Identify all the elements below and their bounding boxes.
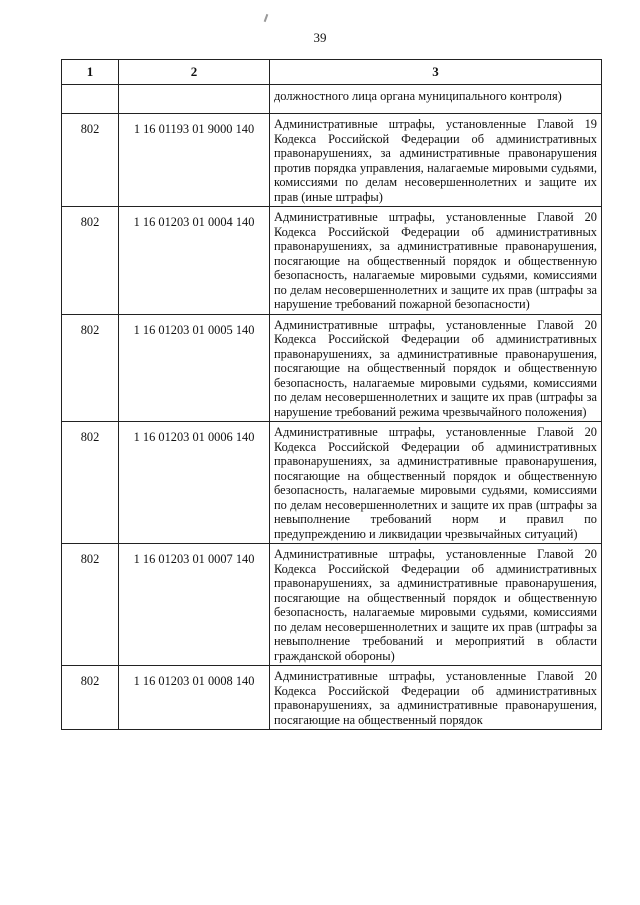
description-cell: Административные штрафы, установленные Главой 20 Кодекса Российской Федерации об административных правонарушениях, за административные правонарушения, посягающие на общественный порядок <box>270 666 602 730</box>
column-header-2: 2 <box>119 60 270 85</box>
continuation-cell-empty <box>119 85 270 114</box>
admin-code-cell: 802 <box>62 207 119 315</box>
income-code-cell: 1 16 01193 01 9000 140 <box>119 114 270 207</box>
page-number: 39 <box>313 30 327 45</box>
continuation-text: должностного лица органа муниципального контроля) <box>270 85 602 114</box>
table-row <box>62 544 602 666</box>
description-cell: Административные штрафы, установленные Главой 20 Кодекса Российской Федерации об административных правонарушениях, за административные правонарушения, посягающие на общественный порядок и общественную безопасность, налагаемые мировыми судьями, комиссиями по делам несовершеннолетних и защите их прав (штрафы за невыполнение требований и мероприятий в области гражданской обороны) <box>270 544 602 666</box>
description-cell: Административные штрафы, установленные Главой 20 Кодекса Российской Федерации об административных правонарушениях, за административные правонарушения, посягающие на общественный порядок и общественную безопасность, налагаемые мировыми судьями, комиссиями по делам несовершеннолетних и защите их прав (штрафы за нарушение требований режима чрезвычайного положения) <box>270 314 602 422</box>
description-cell: Административные штрафы, установленные Главой 20 Кодекса Российской Федерации об административных правонарушениях, за административные правонарушения, посягающие на общественный порядок и общественную безопасность, налагаемые мировыми судьями, комиссиями по делам несовершеннолетних и защите их прав (штрафы за невыполнение требований норм и правил по предупреждению и ликвидации чрезвычайных ситуаций) <box>270 422 602 544</box>
income-code-cell: 1 16 01203 01 0005 140 <box>119 314 270 422</box>
table-row <box>62 207 602 315</box>
column-header-3: 3 <box>270 60 602 85</box>
admin-code-cell: 802 <box>62 422 119 544</box>
admin-code-cell: 802 <box>62 314 119 422</box>
description-cell: Административные штрафы, установленные Главой 19 Кодекса Российской Федерации об административных правонарушениях, за административные правонарушения против порядка управления, налагаемые мировыми судьями, комиссиями по делам несовершеннолетних и защите их прав (иные штрафы) <box>270 114 602 207</box>
description-cell: Административные штрафы, установленные Главой 20 Кодекса Российской Федерации об административных правонарушениях, за административные правонарушения, посягающие на общественный порядок и общественную безопасность, налагаемые мировыми судьями, комиссиями по делам несовершеннолетних и защите их прав (штрафы за нарушение требований пожарной безопасности) <box>270 207 602 315</box>
table-row <box>62 422 602 544</box>
income-code-cell: 1 16 01203 01 0008 140 <box>119 666 270 730</box>
continuation-row <box>62 85 602 114</box>
income-code-cell: 1 16 01203 01 0007 140 <box>119 544 270 666</box>
column-header-1: 1 <box>62 60 119 85</box>
admin-code-cell: 802 <box>62 114 119 207</box>
admin-code-cell: 802 <box>62 666 119 730</box>
budget-codes-table <box>61 59 602 730</box>
table-header <box>62 60 602 85</box>
admin-code-cell: 802 <box>62 544 119 666</box>
income-code-cell: 1 16 01203 01 0006 140 <box>119 422 270 544</box>
continuation-cell-empty <box>62 85 119 114</box>
table-body <box>62 85 602 730</box>
scan-mark <box>264 14 269 22</box>
table-row <box>62 114 602 207</box>
table-row <box>62 666 602 730</box>
table-row <box>62 314 602 422</box>
income-code-cell: 1 16 01203 01 0004 140 <box>119 207 270 315</box>
